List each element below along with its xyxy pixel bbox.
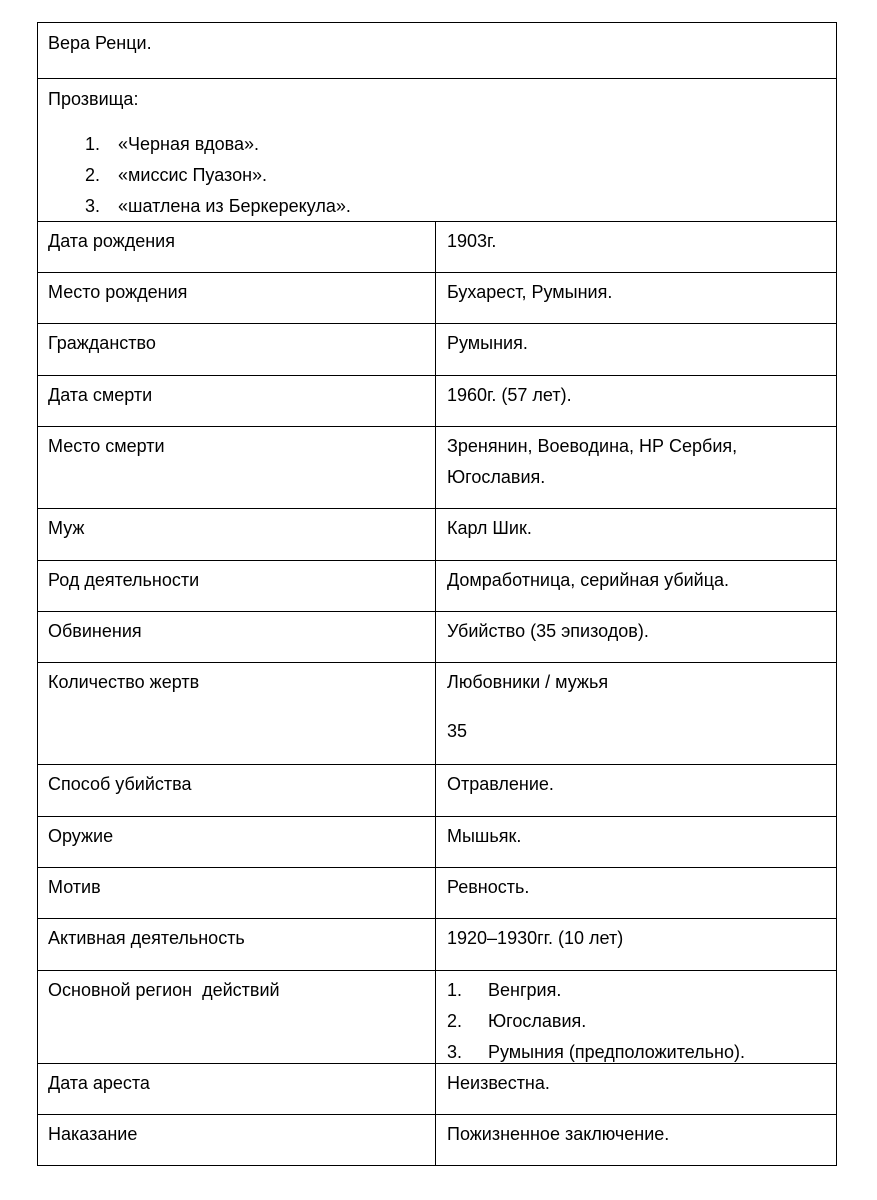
- regions-list: [447, 975, 825, 1068]
- region-number: 2.: [447, 1011, 463, 1031]
- row-value: 1920–1930гг. (10 лет): [435, 919, 836, 970]
- table-row: [37, 508, 837, 560]
- row-value: Убийство (35 эпизодов).: [435, 612, 836, 662]
- row-value: Домработница, серийная убийца.: [435, 561, 836, 611]
- row-label: Род деятельности: [48, 570, 200, 590]
- nickname-text: «миссис Пуазон».: [118, 165, 268, 185]
- row-label: Обвинения: [48, 621, 142, 641]
- row-value-count: 35: [447, 721, 468, 741]
- nickname-item: [85, 129, 826, 160]
- person-name: Вера Ренци.: [48, 33, 152, 53]
- nicknames-label: Прозвища:: [48, 89, 139, 109]
- name-row: [37, 22, 837, 78]
- row-value: Карл Шик.: [435, 509, 836, 560]
- row-label: Муж: [48, 518, 85, 538]
- region-item: [447, 1006, 825, 1037]
- table-row: [37, 426, 837, 508]
- row-value: 1903г.: [435, 222, 836, 272]
- table-row: [37, 970, 837, 1063]
- row-value: Неизвестна.: [435, 1064, 836, 1114]
- table-row: [37, 867, 837, 918]
- row-label: Наказание: [48, 1124, 138, 1144]
- region-number: 3.: [447, 1042, 463, 1062]
- row-label: Количество жертв: [48, 672, 200, 692]
- region-item: [447, 975, 825, 1006]
- nickname-number: 2.: [85, 165, 101, 185]
- table-row: [37, 918, 837, 970]
- table-row: [37, 221, 837, 272]
- row-label: Гражданство: [48, 333, 156, 353]
- nicknames-cell: [38, 79, 836, 221]
- row-value: Румыния.: [435, 324, 836, 375]
- row-label: Мотив: [48, 877, 101, 897]
- row-value-cell: [435, 663, 836, 764]
- row-value: Любовники / мужья: [447, 672, 609, 692]
- region-number: 1.: [447, 980, 463, 1000]
- nickname-item: [85, 191, 826, 222]
- nicknames-list: [48, 129, 826, 222]
- row-label: Оружие: [48, 826, 114, 846]
- table-row: [37, 272, 837, 323]
- nickname-text: «шатлена из Беркерекула».: [118, 196, 351, 216]
- row-label: Дата рождения: [48, 231, 175, 251]
- table-row: [37, 1114, 837, 1166]
- row-value: Пожизненное заключение.: [435, 1115, 836, 1165]
- nickname-item: [85, 160, 826, 191]
- name-cell: [38, 23, 836, 78]
- row-label: Место рождения: [48, 282, 188, 302]
- table-row: [37, 611, 837, 662]
- table-row: [37, 1063, 837, 1114]
- region-text: Венгрия.: [488, 980, 562, 1000]
- row-label: Основной регион действий: [48, 980, 280, 1000]
- nickname-number: 3.: [85, 196, 101, 216]
- table-row: [37, 662, 837, 764]
- row-value: Бухарест, Румыния.: [435, 273, 836, 323]
- table-row: [37, 323, 837, 375]
- row-value-cell: [435, 971, 836, 1063]
- table-row: [37, 560, 837, 611]
- region-text: Югославия.: [488, 1011, 587, 1031]
- row-label: Место смерти: [48, 436, 165, 456]
- table-row: [37, 764, 837, 816]
- row-label: Дата смерти: [48, 385, 153, 405]
- row-value: Мышьяк.: [435, 817, 836, 867]
- row-value: Отравление.: [435, 765, 836, 816]
- table-row: [37, 375, 837, 426]
- row-label: Активная деятельность: [48, 928, 245, 948]
- row-value: Зренянин, Воеводина, НР Сербия, Югославия.: [435, 427, 836, 508]
- region-text: Румыния (предположительно).: [488, 1042, 745, 1062]
- nicknames-row: [37, 78, 837, 221]
- row-value: Ревность.: [435, 868, 836, 918]
- row-value: 1960г. (57 лет).: [435, 376, 836, 426]
- row-label: Дата ареста: [48, 1073, 150, 1093]
- row-label: Способ убийства: [48, 774, 192, 794]
- nickname-number: 1.: [85, 134, 101, 154]
- nickname-text: «Черная вдова».: [118, 134, 259, 154]
- table-row: [37, 816, 837, 867]
